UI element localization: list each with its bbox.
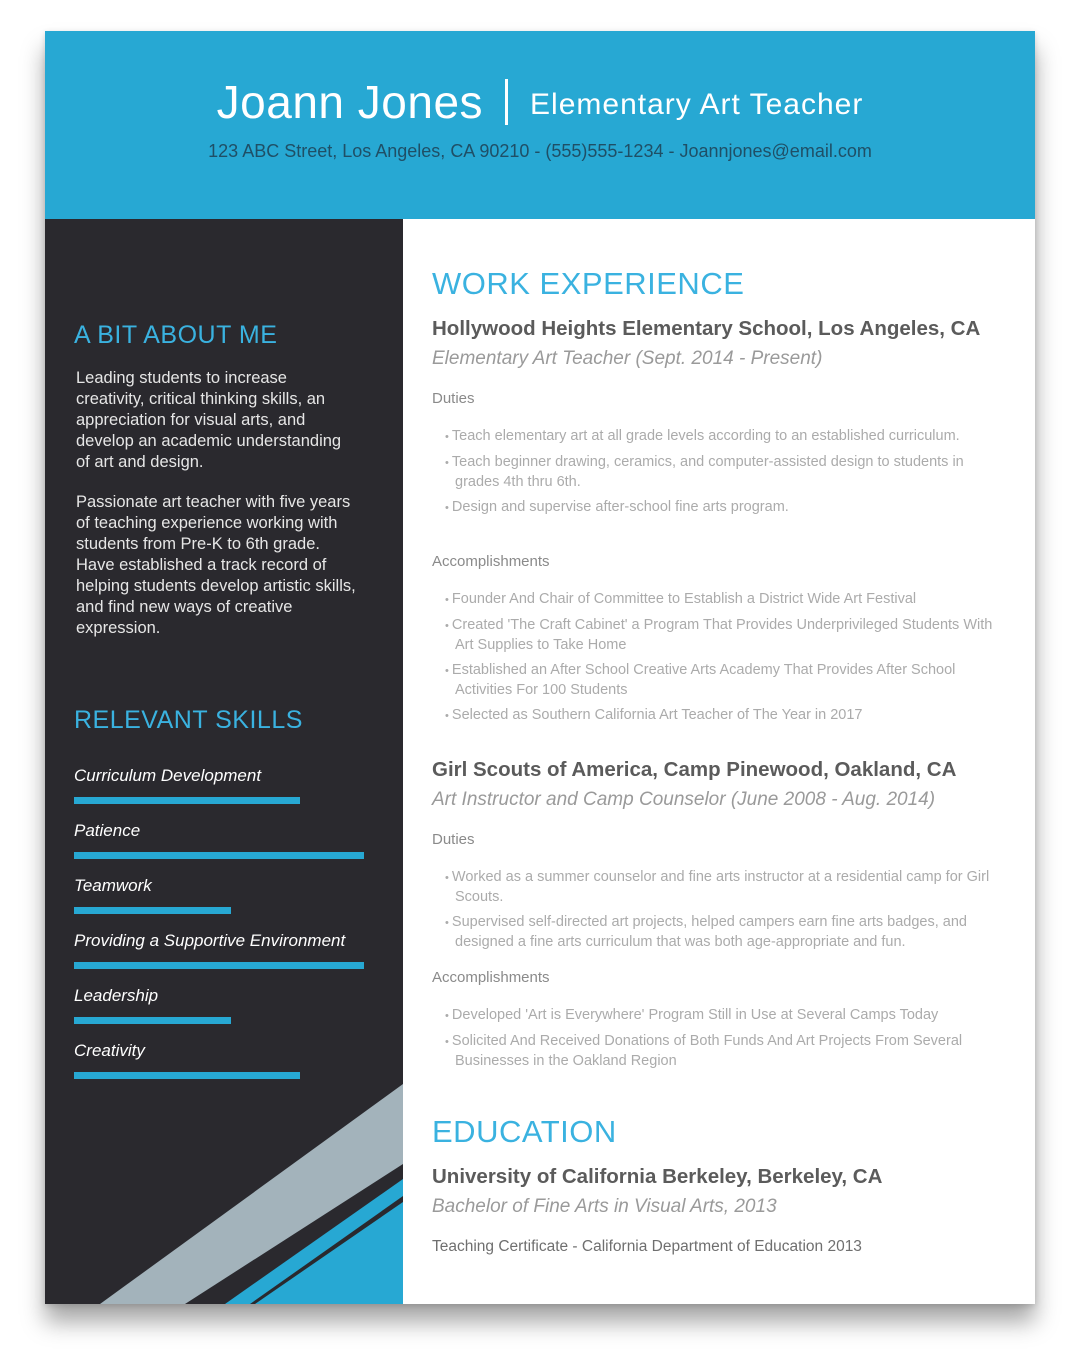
skill-item (74, 1041, 145, 1061)
about-paragraph-2: Passionate art teacher with five years of teaching experience working with students from Pre-K to 6th grade. Have established a track record of helping students develop artistic skills, and find new ways of creative expression. (76, 493, 356, 637)
skill-bar (74, 907, 231, 914)
skill-name: Curriculum Development (74, 766, 262, 785)
contact-info: 123 ABC Street, Los Angeles, CA 90210 - (555)555-1234 - Joannjones@email.com (208, 141, 872, 161)
skill-name: Teamwork (74, 876, 152, 895)
candidate-role: Elementary Art Teacher (530, 88, 864, 121)
list-item: • Design and supervise after-school fine arts program. (443, 498, 1008, 518)
list-item: • Teach elementary art at all grade levels according to an established curriculum. (443, 427, 1008, 447)
skills-heading: RELEVANT SKILLS (74, 706, 303, 734)
skill-name: Creativity (74, 1041, 145, 1060)
duties-list (443, 427, 1008, 524)
accomplishments-list (443, 1006, 1008, 1077)
job-title: Girl Scouts of America, Camp Pinewood, Oakland, CA (432, 758, 957, 781)
list-item: • Developed 'Art is Everywhere' Program Still in Use at Several Camps Today (443, 1006, 1008, 1026)
about-paragraph-1: Leading students to increase creativity, critical thinking skills, an appreciation for visual arts, and develop an academic understanding of art and design. (76, 369, 342, 471)
title-divider (505, 79, 508, 125)
job-title: Hollywood Heights Elementary School, Los Angeles, CA (432, 317, 981, 340)
decorative-stripes (45, 1084, 403, 1304)
skill-item (74, 986, 158, 1006)
skill-bar (74, 852, 364, 859)
accomplishments-label: Accomplishments (432, 969, 550, 986)
certificate: Teaching Certificate - California Department of Education 2013 (432, 1238, 862, 1255)
duties-label: Duties (432, 390, 475, 407)
resume-header (45, 31, 1035, 219)
list-item: • Teach beginner drawing, ceramics, and computer-assisted design to students in grades 4th thru 6th. (443, 453, 1008, 492)
degree: Bachelor of Fine Arts in Visual Arts, 2013 (432, 1196, 777, 1217)
title-row (45, 75, 1035, 129)
skill-name: Patience (74, 821, 141, 840)
main-content (403, 219, 1035, 1304)
duties-list (443, 868, 1008, 958)
skill-bar (74, 1072, 300, 1079)
job-role: Art Instructor and Camp Counselor (June 2008 - Aug. 2014) (432, 789, 936, 810)
school-name: University of California Berkeley, Berkeley, CA (432, 1165, 883, 1188)
job-role: Elementary Art Teacher (Sept. 2014 - Present) (432, 348, 823, 369)
list-item: • Selected as Southern California Art Teacher of The Year in 2017 (443, 706, 1008, 726)
skill-item (74, 876, 152, 896)
work-heading: WORK EXPERIENCE (432, 266, 745, 301)
list-item: • Supervised self-directed art projects, helped campers earn fine arts badges, and designed a fine arts curriculum that was both age-appropriate and fun. (443, 913, 1008, 952)
skill-item (74, 766, 261, 786)
skill-item (74, 931, 345, 951)
candidate-name: Joann Jones (216, 76, 484, 128)
duties-label: Duties (432, 831, 475, 848)
list-item: • Created 'The Craft Cabinet' a Program That Provides Underprivileged Students With Art Supplies to Take Home (443, 616, 1008, 655)
education-heading: EDUCATION (432, 1114, 617, 1149)
accomplishments-label: Accomplishments (432, 553, 550, 570)
skill-bar (74, 797, 300, 804)
accomplishments-list (443, 590, 1008, 732)
skill-item (74, 821, 140, 841)
resume-page (45, 31, 1035, 1304)
list-item: • Founder And Chair of Committee to Establish a District Wide Art Festival (443, 590, 1008, 610)
skill-bar (74, 962, 364, 969)
about-heading: A BIT ABOUT ME (74, 321, 278, 349)
sidebar (45, 219, 403, 1304)
skill-name: Leadership (74, 986, 159, 1005)
list-item: • Solicited And Received Donations of Both Funds And Art Projects From Several Businesses in the Oakland Region (443, 1032, 1008, 1071)
skill-bar (74, 1017, 231, 1024)
list-item: • Established an After School Creative Arts Academy That Provides After School Activities For 100 Students (443, 661, 1008, 700)
skill-name: Providing a Supportive Environment (74, 931, 346, 950)
list-item: • Worked as a summer counselor and fine arts instructor at a residential camp for Girl Scouts. (443, 868, 1008, 907)
